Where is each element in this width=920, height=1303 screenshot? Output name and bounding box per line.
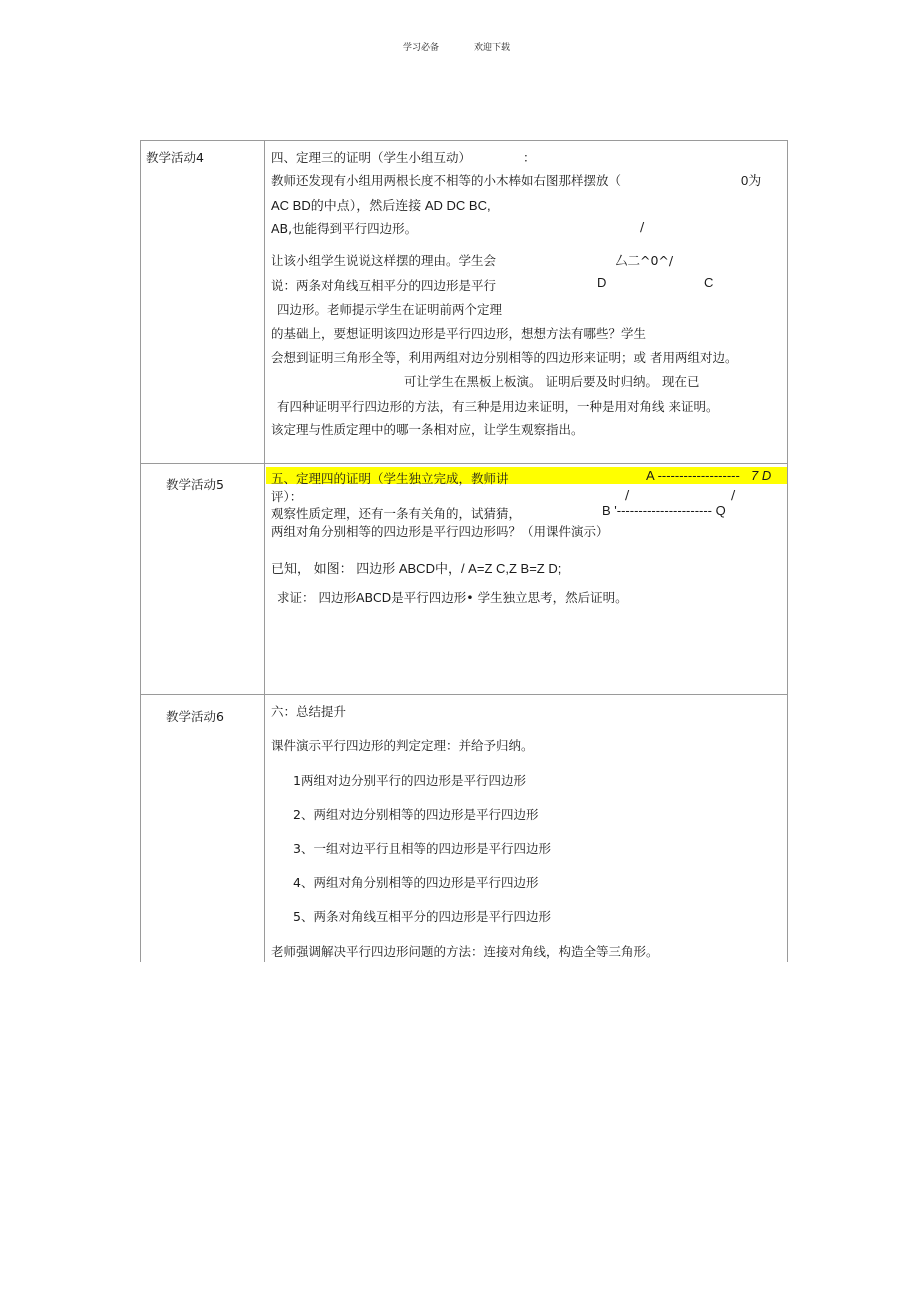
row4-line-11: 该定理与性质定理中的哪一条相对应，让学生观察指出。 [271, 422, 584, 437]
row4-line-1: 教师还发现有小组用两根长度不相等的小木棒如右图那样摆放（ [271, 173, 622, 188]
row4-line-10: 有四种证明平行四边形的方法，有三种是用边来证明，一种是用对角线 来证明。 [277, 399, 719, 414]
row4-figure-label-d: D [597, 275, 607, 290]
table-top-border [140, 140, 788, 141]
row4-line-6: 四边形。老师提示学生在证明前两个定理 [277, 302, 503, 317]
row4-figure-slash: / [640, 219, 645, 234]
row4-line-7: 的基础上，要想证明该四边形是平行四边形，想想方法有哪些？学生 [271, 326, 647, 341]
row5-line-4: 两组对角分别相等的四边形是平行四边形吗？（用课件演示） [271, 524, 609, 539]
row5-figure-slash-1: / [625, 487, 630, 502]
row5-figure-slash-2: / [731, 487, 736, 502]
row5-prove: 求证： 四边形ABCD是平行四边形• 学生独立思考，然后证明。 [277, 590, 628, 605]
row4-title-colon: ： [523, 150, 536, 165]
header-left: 学习必备 [403, 43, 440, 53]
row4-line-4: 让该小组学生说说这样摆的理由。学生会 [271, 253, 497, 268]
row4-title: 四、定理三的证明（学生小组互动） [271, 150, 472, 165]
row5-title: 五、定理四的证明（学生独立完成，教师讲 [271, 471, 509, 486]
row5-figure-top-end: 7 D [751, 468, 772, 483]
row4-figure-label-c: C [704, 275, 714, 290]
header-right: 欢迎下载 [474, 43, 511, 53]
row-divider-1 [140, 463, 788, 464]
row4-line-5: 说：两条对角线互相平分的四边形是平行 [271, 278, 497, 293]
row6-closing: 老师强调解决平行四边形问题的方法：连接对角线，构造全等三角形。 [271, 944, 659, 959]
row4-figure-mid: 厶二^0^/ [615, 253, 674, 268]
row6-item-4: 4、两组对角分别相等的四边形是平行四边形 [293, 875, 539, 890]
row5-figure-bottom: B '---------------------- Q [602, 503, 726, 518]
row5-given: 已知， 如图： 四边形 ABCD中，/ A=Z C,Z B=Z D; [271, 561, 562, 576]
row5-figure-top: A ------------------- [646, 468, 740, 483]
row-divider-2 [140, 694, 788, 695]
table-right-border [787, 140, 788, 962]
row6-title: 六：总结提升 [271, 704, 347, 719]
table-column-divider [264, 140, 265, 962]
row4-line-9: 可让学生在黑板上板演。 证明后要及时归纳。 现在已 [404, 374, 700, 389]
row6-item-5: 5、两条对角线互相平分的四边形是平行四边形 [293, 909, 551, 924]
row4-line-1-end: 0为 [741, 173, 762, 188]
row4-label: 教学活动4 [146, 150, 204, 165]
row6-label: 教学活动6 [166, 709, 224, 724]
table-left-border [140, 140, 141, 962]
row5-line-2: 评）： [271, 489, 303, 504]
row5-line-3: 观察性质定理，还有一条有关角的，试猜猜， [271, 506, 522, 521]
row6-item-3: 3、一组对边平行且相等的四边形是平行四边形 [293, 841, 551, 856]
row5-label: 教学活动5 [166, 477, 224, 492]
row6-item-2: 2、两组对边分别相等的四边形是平行四边形 [293, 807, 539, 822]
row4-line-3: AB,也能得到平行四边形。 [271, 221, 418, 236]
row4-line-8: 会想到证明三角形全等，利用两组对边分别相等的四边形来证明；或 者用两组对边。 [271, 350, 738, 365]
row6-intro: 课件演示平行四边形的判定定理：并给予归纳。 [271, 738, 534, 753]
row4-line-2: AC BD的中点），然后连接 AD DC BC, [271, 198, 491, 213]
row6-item-1: 1两组对边分别平行的四边形是平行四边形 [293, 773, 526, 788]
